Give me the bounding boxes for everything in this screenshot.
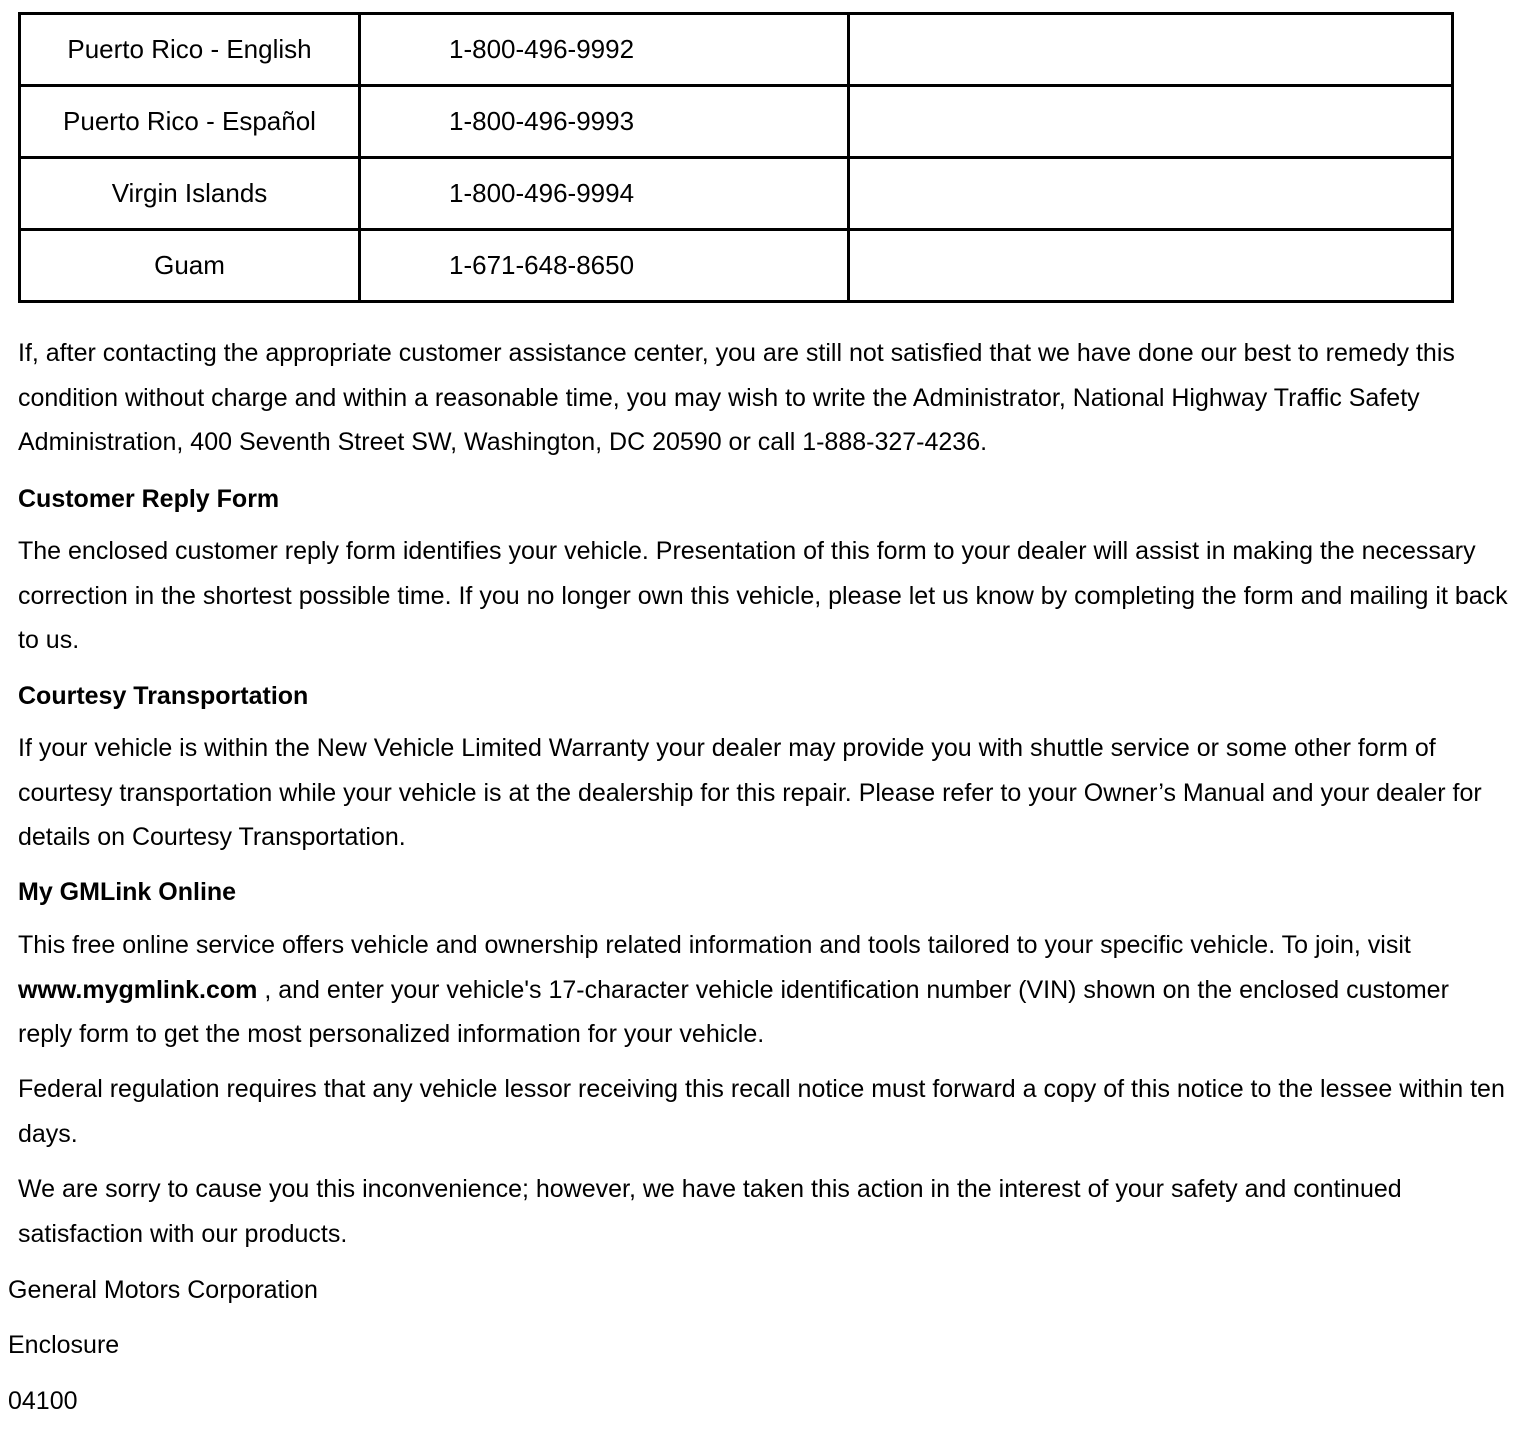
phone-cell: 1-800-496-9993 — [360, 86, 849, 158]
lessor-paragraph: Federal regulation requires that any vehicle lessor receiving this recall notice must forward a copy of this notice to the lessee within ten days. — [18, 1075, 1505, 1148]
region-cell: Puerto Rico - Español — [20, 86, 360, 158]
notes-cell — [849, 14, 1453, 86]
contact-table — [18, 12, 1454, 303]
phone-cell: 1-800-496-9994 — [360, 158, 849, 230]
region-cell: Guam — [20, 230, 360, 302]
gmlink-heading: My GMLink Online — [18, 878, 237, 906]
notes-cell — [849, 230, 1453, 302]
table-row — [20, 158, 1453, 230]
gmlink-text-after: , and enter your vehicle's 17-character vehicle identification number (VIN) shown on the enclosed customer reply form to get the most personalized information for your vehicle. — [18, 975, 1449, 1048]
region-cell: Virgin Islands — [20, 158, 360, 230]
table-row — [20, 86, 1453, 158]
nhtsa-paragraph: If, after contacting the appropriate customer assistance center, you are still not satisfied that we have done our best to remedy this condition without charge and within a reasonable time, you may wish to write the Administrator, National Highway Traffic Safety Administration, 400 Seventh Street SW, Washington, DC 20590 or call 1-888-327-4236. — [18, 339, 1455, 456]
courtesy-heading: Courtesy Transportation — [18, 682, 309, 710]
phone-cell: 1-800-496-9992 — [360, 14, 849, 86]
gmlink-url-link[interactable]: www.mygmlink.com — [18, 975, 258, 1004]
table-row — [20, 14, 1453, 86]
enclosure-label: Enclosure — [8, 1331, 120, 1359]
table-row — [20, 230, 1453, 302]
document-code: 04100 — [8, 1387, 78, 1415]
gmlink-paragraph — [18, 923, 1508, 1057]
reply-form-heading: Customer Reply Form — [18, 485, 280, 513]
company-name: General Motors Corporation — [8, 1276, 318, 1304]
reply-form-paragraph: The enclosed customer reply form identifies your vehicle. Presentation of this form to your dealer will assist in making the necessary correction in the shortest possible time. If you no longer own this vehicle, please let us know by completing the form and mailing it back to us. — [18, 537, 1508, 654]
apology-paragraph: We are sorry to cause you this inconvenience; however, we have taken this action in the interest of your safety and continued satisfaction with our products. — [18, 1175, 1402, 1248]
notes-cell — [849, 158, 1453, 230]
region-cell: Puerto Rico - English — [20, 14, 360, 86]
gmlink-text-before: This free online service offers vehicle and ownership related information and tools tailored to your specific vehicle. To join, visit — [18, 931, 1411, 959]
notes-cell — [849, 86, 1453, 158]
courtesy-paragraph: If your vehicle is within the New Vehicle Limited Warranty your dealer may provide you with shuttle service or some other form of courtesy transportation while your vehicle is at the dealership for this repair. Please refer to your Owner’s Manual and your dealer for details on Courtesy Transportation. — [18, 734, 1482, 851]
phone-cell: 1-671-648-8650 — [360, 230, 849, 302]
